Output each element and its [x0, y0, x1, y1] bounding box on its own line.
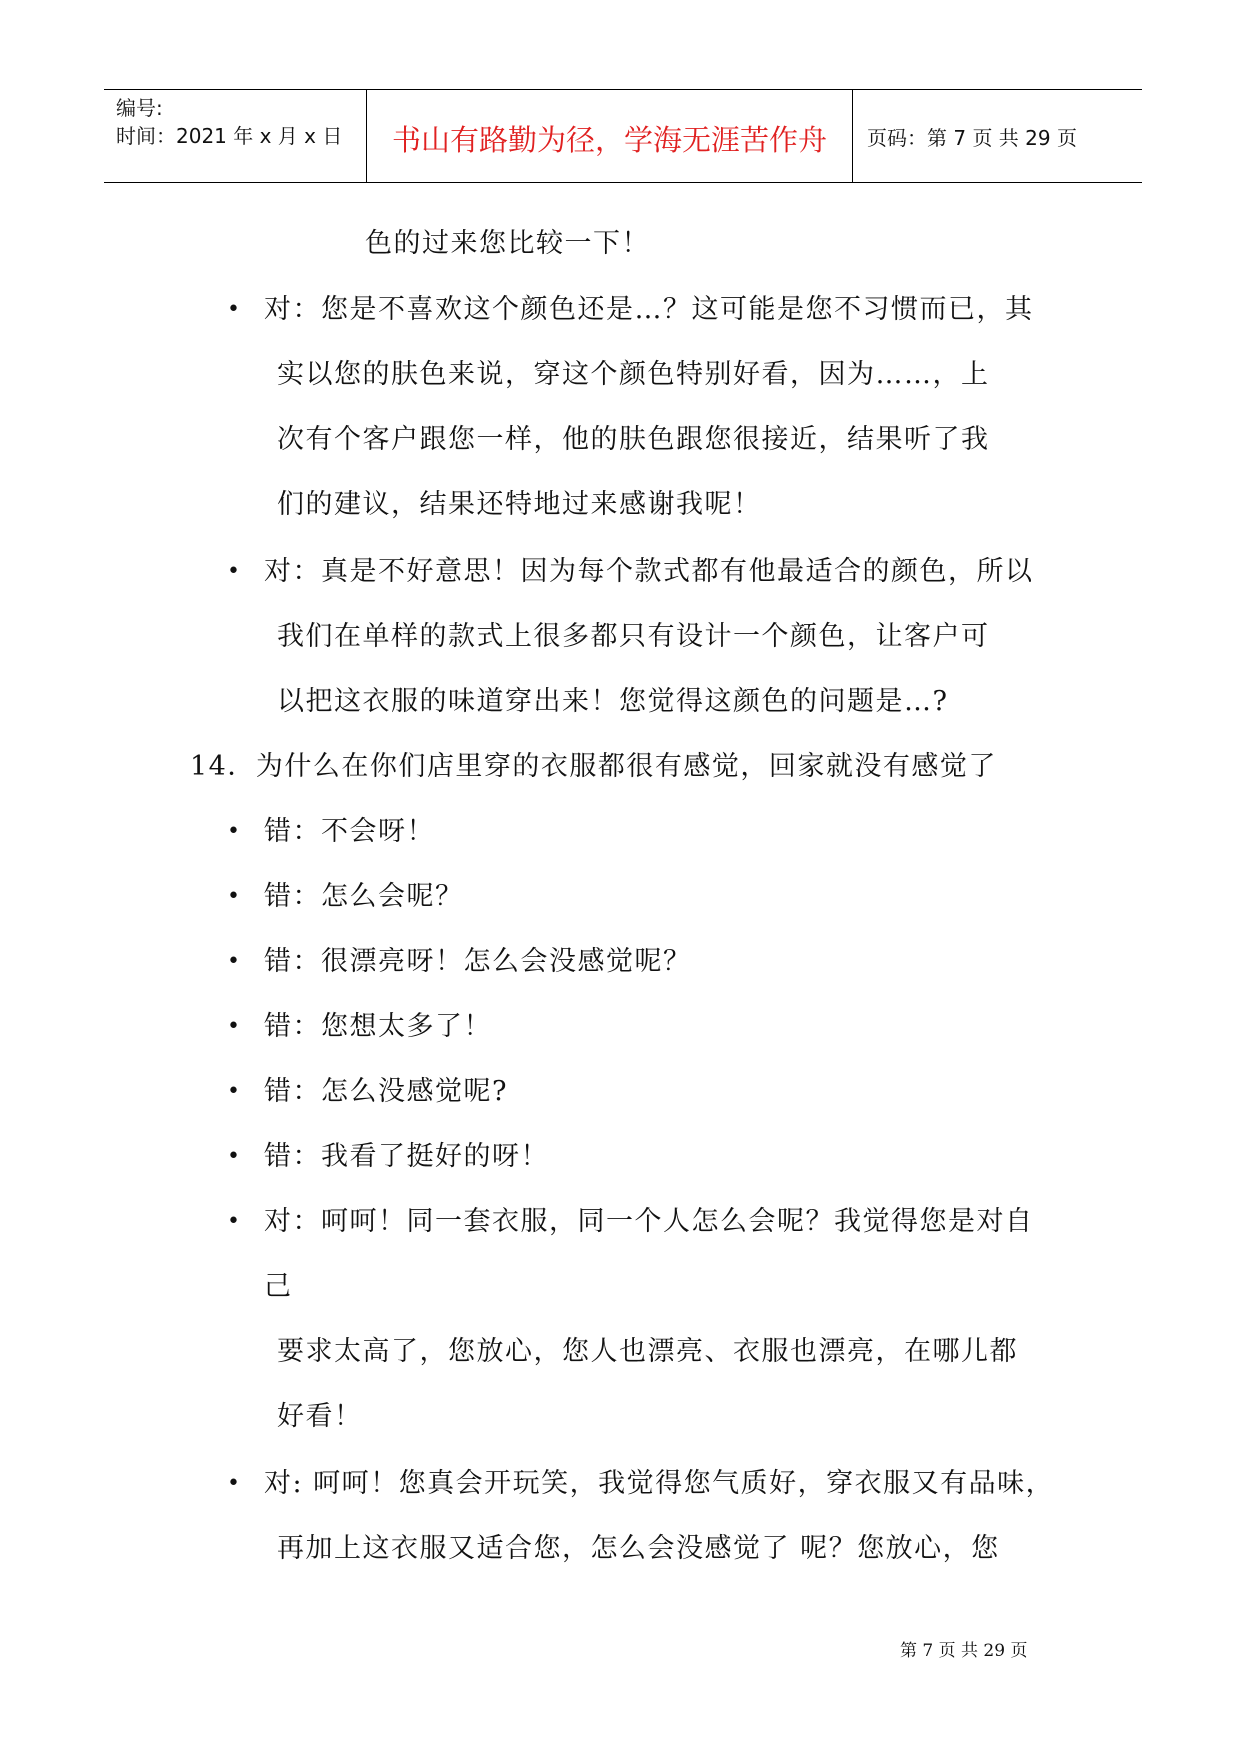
- section-heading: 14．为什么在你们店里穿的衣服都很有感觉，回家就没有感觉了: [190, 751, 997, 782]
- bullet-icon: •: [227, 819, 240, 844]
- text-line: 己: [264, 1271, 293, 1302]
- bullet-icon: •: [227, 949, 240, 974]
- text-line: 对：您是不喜欢这个颜色还是…？这可能是您不习惯而已，其: [264, 294, 1034, 325]
- bullet-icon: •: [227, 1209, 240, 1234]
- text-line: 错：怎么没感觉呢?: [264, 1076, 508, 1107]
- bullet-icon: •: [227, 1144, 240, 1169]
- text-line: 次有个客户跟您一样，他的肤色跟您很接近，结果听了我: [277, 424, 990, 455]
- text-line: 对：真是不好意思！因为每个款式都有他最适合的颜色，所以: [264, 556, 1034, 587]
- bullet-icon: •: [227, 1471, 240, 1496]
- text-line: 我们在单样的款式上很多都只有设计一个颜色，让客户可: [277, 621, 990, 652]
- text-line: 要求太高了，您放心，您人也漂亮、衣服也漂亮，在哪儿都: [277, 1336, 1018, 1367]
- text-line: 对：呵呵！同一套衣服，同一个人怎么会呢？我觉得您是对自: [264, 1206, 1034, 1237]
- text-line: 好看！: [277, 1401, 363, 1432]
- page-footer: 第 7 页 共 29 页: [900, 1641, 1028, 1661]
- header-motto-cell: [367, 90, 853, 182]
- document-number-label: 编号:: [116, 96, 163, 120]
- text-line: 实以您的肤色来说，穿这个颜色特别好看，因为……，上: [277, 359, 990, 390]
- text-line: 们的建议，结果还特地过来感谢我呢！: [277, 489, 762, 520]
- text-line: 错：我看了挺好的呀！: [264, 1141, 549, 1172]
- text-line: 再加上这衣服又适合您，怎么会没感觉了 呢？您放心，您: [277, 1533, 1000, 1564]
- text-line: 错：不会呀！: [264, 816, 435, 847]
- bullet-icon: •: [227, 1079, 240, 1104]
- page-code: 页码：第 7 页 共 29 页: [867, 126, 1077, 150]
- document-date: 时间：2021 年 x 月 x 日: [116, 124, 343, 148]
- text-line: 对: 呵呵！您真会开玩笑，我觉得您气质好，穿衣服又有品味，: [264, 1468, 1055, 1499]
- bullet-icon: •: [227, 884, 240, 909]
- text-line: 错：怎么会呢？: [264, 881, 464, 912]
- text-line: 色的过来您比较一下！: [365, 228, 650, 259]
- motto: 书山有路勤为径，学海无涯苦作舟: [391, 123, 827, 157]
- bullet-icon: •: [227, 1014, 240, 1039]
- text-line: 错：您想太多了！: [264, 1011, 492, 1042]
- header-meta-cell: [104, 90, 367, 182]
- bullet-icon: •: [227, 559, 240, 584]
- header-page-cell: [853, 90, 1142, 182]
- text-line: 以把这衣服的味道穿出来！您觉得这颜色的问题是…?: [277, 686, 949, 717]
- text-line: 错：很漂亮呀！怎么会没感觉呢？: [264, 946, 692, 977]
- page-header: [104, 89, 1142, 183]
- bullet-icon: •: [227, 297, 240, 322]
